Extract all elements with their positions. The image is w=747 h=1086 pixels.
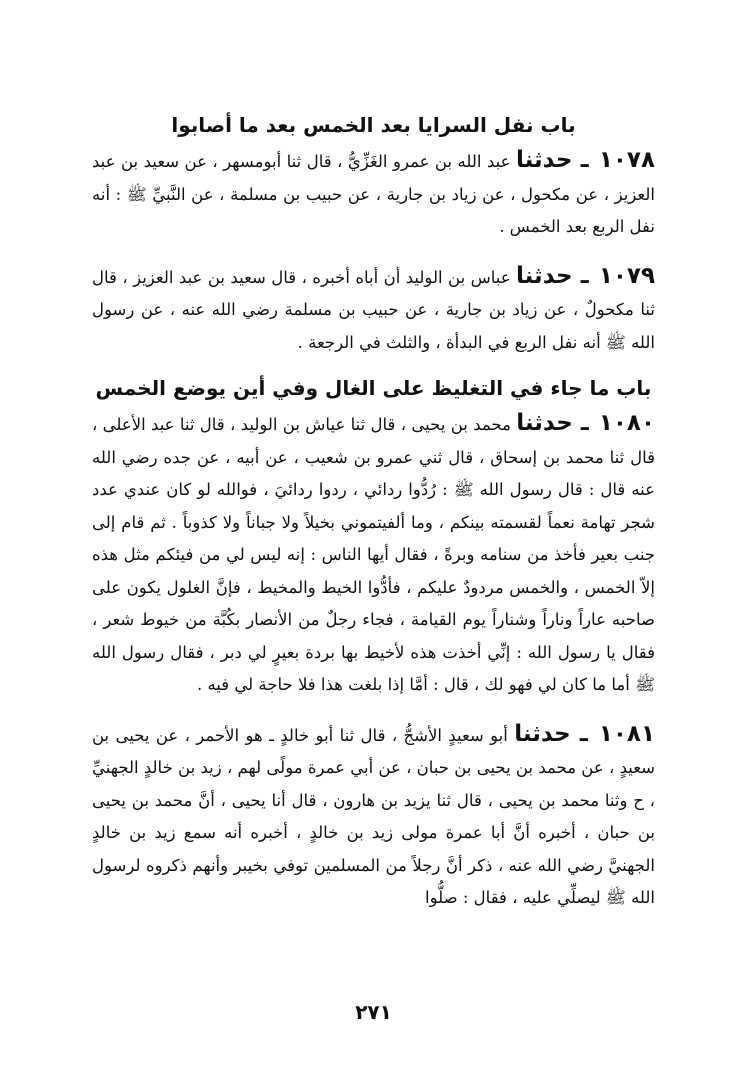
hadith-number: ١٠٨١ — [598, 720, 655, 747]
chapter-heading: باب نفل السرايا بعد الخمس بعد ما أصابوا — [171, 113, 576, 137]
hadith-number: ١٠٧٩ — [598, 262, 655, 289]
hadith-text: أبو سعيدٍ الأشجُّ ، قال ثنا أبو خالدٍ ـ هو الأحمر ، عن يحيى بن سعيدٍ ، عن محمد بن يحيى بن حبان ، عن أبي عمرة مولًى لهم ، زيد بن خالدٍ الجهنيِّ ، ح وثنا محمد بن يحيى ، قال ثنا يزيد بن هارون ، قال أنا يحيى ، أنَّ محمد بن يحيى بن حبان ، أخبره أنَّ أبا عمرة مولى زيد بن خالدٍ ، أخبره أنه سمع زيد بن خالدٍ الجهنيَّ رضي الله عنه ، ذكر أنَّ رجلاً من المسلمين توفي بخيبر وأنهم ذكروه لرسول الله ﷺ ليصلِّي عليه ، فقال : صلُّوا — [92, 725, 655, 907]
hadith-lead: ١٠٧٨ ـ حدثنا — [515, 147, 655, 173]
hadith-text: عباس بن الوليد أن أباه أخبره ، قال سعيد بن عبد العزيز ، قال ثنا مكحولٌ ، عن زياد بن جارية ، عن حبيب بن مسلمة رضي الله عنه ، عن رسول الله ﷺ أنه نفل الربع في البدأة ، والثلث في الرجعة . — [92, 267, 655, 352]
page-number: ٢٧١ — [355, 1000, 392, 1024]
hadith-lead-word: حدثنا — [516, 262, 573, 289]
hadith-lead-word: حدثنا — [515, 147, 573, 173]
hadith-number: ١٠٨٠ — [598, 410, 656, 436]
chapter-heading: باب ما جاء في التغليظ على الغال وفي أين يوضع الخمس — [95, 376, 652, 400]
spacer — [92, 708, 655, 718]
hadith-lead-word: حدثنا — [514, 720, 571, 747]
hadith-1081 — [92, 718, 655, 915]
hadith-1079 — [92, 260, 655, 360]
hadith-lead: ١٠٨٠ ـ حدثنا — [516, 410, 656, 436]
hadith-number: ١٠٧٨ — [598, 147, 655, 173]
hadith-1080 — [92, 407, 655, 702]
hadith-1078 — [92, 144, 655, 244]
hadith-lead: ١٠٧٩ ـ حدثنا — [516, 262, 655, 289]
hadith-lead: ١٠٨١ ـ حدثنا — [514, 720, 655, 747]
hadith-text: محمد بن يحيى ، قال ثنا عياش بن الوليد ، قال ثنا عبد الأعلى ، قال ثنا محمد بن إسحاق ، قال ثني عمرو بن شعيب ، عن أبيه ، عن جده رضي الله عنه قال : قال رسول الله ﷺ : رُدُّوا ردائي ، ردوا ردائيَ ، فوالله لو كان عندي عدد شجر تهامة نعماً لقسمته بينكم ، وما ألفيتموني بخيلاً ولا جباناً ولا كذوباً . ثم قام إلى جنب بعير فأخذ من سنامه وبرةً ، فقال أيها الناس : إنه ليس لي من فيئكم مثل هذه إلاّ الخمس ، والخمس مردودٌ عليكم ، فأدُّوا الخيط والمخيط ، فإنَّ الغلول يكون على صاحبه عاراً وناراً وشناراً يوم القيامة ، فجاء رجلٌ من الأنصار بكُبَّة من خيوط شعر ، فقال يا رسول الله : إنِّي أخذت هذه لأخيط بها بردة بعيرٍ لي دبر ، فقال رسول الله ﷺ أما ما كان لي فهو لك ، قال : أمَّا إذا بلغت هذا فلا حاجة لي فيه . — [92, 415, 655, 694]
hadith-text: عبد الله بن عمرو الغَزِّيُّ ، قال ثنا أبومسهر ، عن سعيد بن عبد العزيز ، عن مكحول ، عن زياد بن جارية ، عن حبيب بن مسلمة ، عن النَّبيِّ ﷺ : أنه نفل الربع بعد الخمس . — [92, 152, 655, 236]
spacer — [92, 250, 655, 260]
hadith-lead-word: حدثنا — [516, 410, 573, 436]
